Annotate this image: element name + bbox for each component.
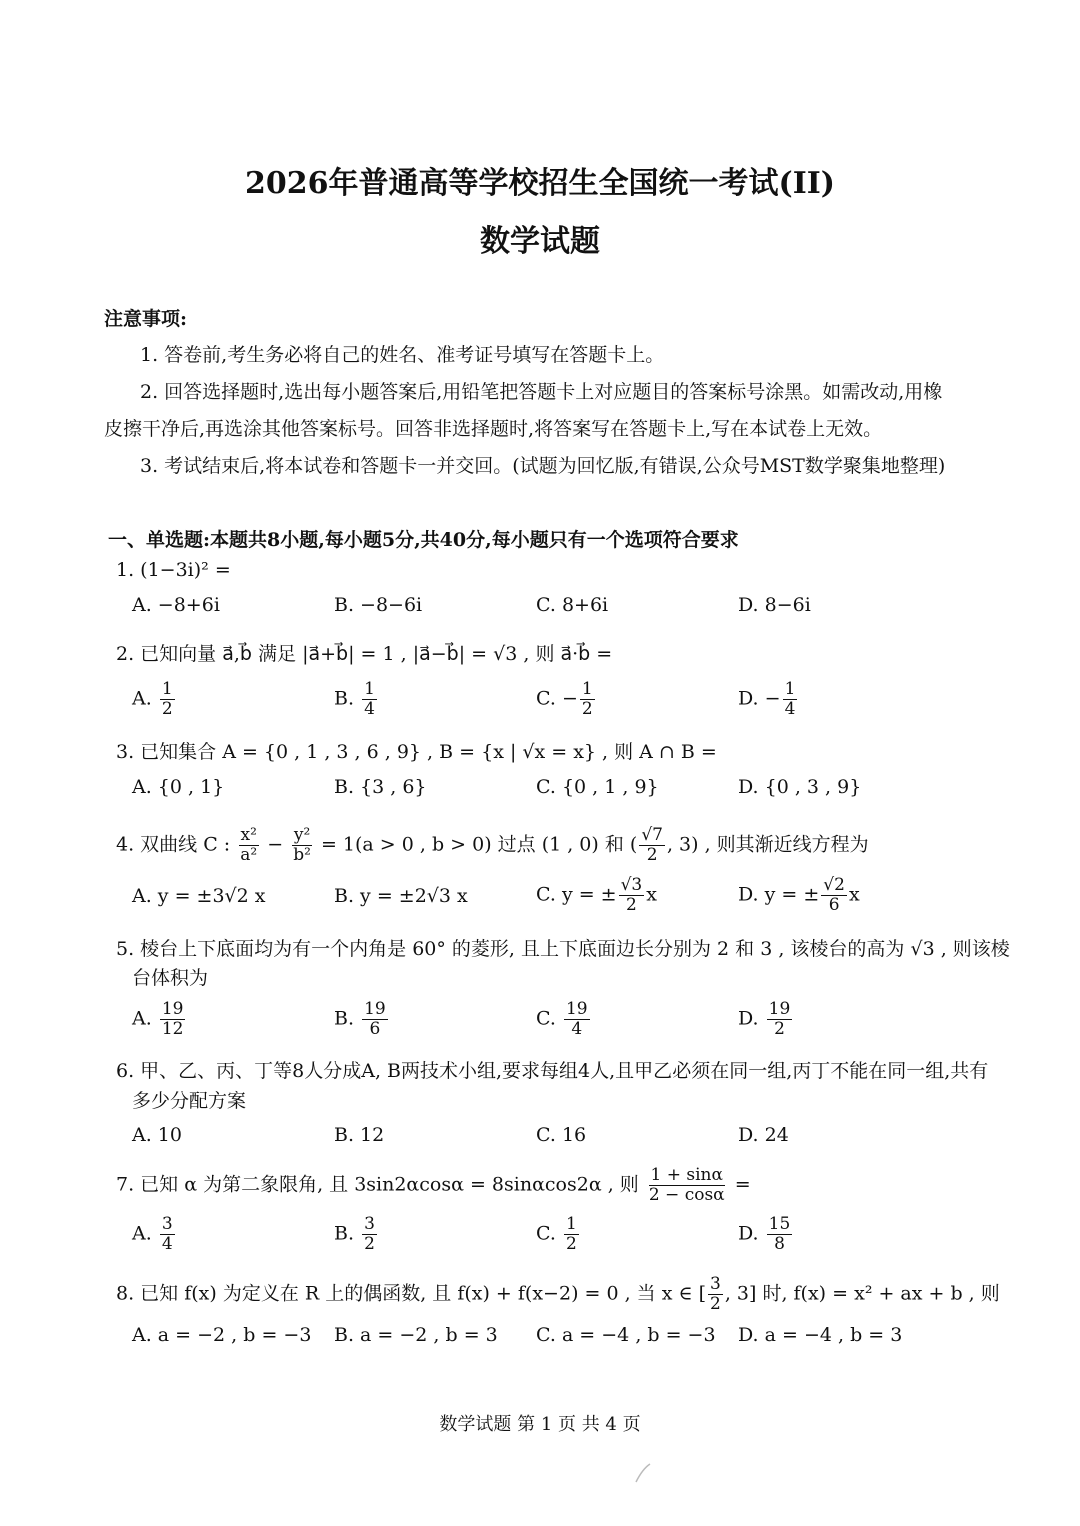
q2-vector-a: a⃗: [222, 643, 234, 665]
q2-option-b: [334, 680, 379, 719]
question-5-stem: 5. 棱台上下底面均为有一个内角是 60° 的菱形, 且上下底面边长分别为 2 和 3 , 该棱台的高为 √3 , 则该棱: [116, 938, 1010, 960]
numerator: √2: [823, 875, 845, 895]
denominator: 2 − cosα: [648, 1185, 725, 1205]
q6-option-b: B. 12: [334, 1124, 385, 1146]
q2-option-c-label: C.: [536, 687, 556, 710]
q2-option-b-fraction: [362, 680, 377, 719]
q4-option-d: [738, 876, 860, 915]
numerator: 15: [768, 1214, 791, 1234]
question-7-stem: [116, 1166, 751, 1205]
q5-option-c-fraction: [564, 1000, 590, 1039]
page-footer: 数学试题 第 1 页 共 4 页: [439, 1414, 641, 1435]
q2-option-c-sign: −: [561, 687, 578, 710]
q6-option-d: D. 24: [738, 1124, 789, 1146]
q4-option-d-post: x: [848, 883, 860, 906]
q5-option-b-fraction: [362, 1000, 388, 1039]
numerator: y²: [293, 825, 311, 845]
q6-option-a: A. 10: [132, 1124, 182, 1146]
question-8-stem: [116, 1275, 1000, 1314]
denominator: 6: [369, 1019, 381, 1039]
numerator: x²: [240, 825, 257, 845]
q8-option-b: B. a = −2 , b = 3: [334, 1324, 498, 1346]
denominator: 2: [581, 699, 593, 719]
q4-option-b: B. y = ±2√3 x: [334, 885, 468, 907]
denominator: 6: [828, 895, 840, 915]
denominator: 12: [161, 1019, 184, 1039]
q5-option-a: [132, 1000, 187, 1039]
q7-stem-pre: 7. 已知 α 为第二象限角, 且 3sin2αcosα = 8sinαcos2α , 则: [116, 1173, 639, 1196]
q4-option-d-pre: D. y = ±: [738, 883, 820, 906]
q4-option-c-post: x: [646, 883, 657, 906]
question-4-stem: [116, 826, 869, 865]
notice-item-3: 3. 考试结束后,将本试卷和答题卡一并交回。(试题为回忆版,有错误,公众号MST数学聚集地整理): [140, 455, 946, 477]
q5-option-a-fraction: [160, 1000, 186, 1039]
numerator: 19: [768, 999, 791, 1019]
denominator: 4: [571, 1019, 583, 1039]
q4-option-c-fraction: [619, 876, 645, 915]
q7-option-a-fraction: [160, 1215, 175, 1254]
q4-stem-post: , 3) , 则其渐近线方程为: [666, 833, 869, 856]
numerator: √3: [620, 875, 643, 895]
numerator: 19: [565, 999, 588, 1019]
q7-option-d-label: D.: [738, 1222, 759, 1245]
q8-option-a: A. a = −2 , b = −3: [132, 1324, 312, 1346]
numerator: 3: [710, 1274, 721, 1294]
q4-stem-pre: 4. 双曲线 C :: [116, 833, 231, 856]
q5-option-b-label: B.: [334, 1007, 355, 1030]
notice-item-1: 1. 答卷前,考生务必将自己的姓名、准考证号填写在答题卡上。: [140, 344, 665, 366]
numerator: 1: [161, 679, 173, 699]
q5-option-c-label: C.: [536, 1007, 556, 1030]
q5-option-d: [738, 1000, 794, 1039]
question-6-stem-cont: 多少分配方案: [132, 1090, 247, 1112]
q8-option-d: D. a = −4 , b = 3: [738, 1324, 903, 1346]
q6-option-c: C. 16: [536, 1124, 587, 1146]
q7-option-a: [132, 1215, 177, 1254]
q4-option-c: [536, 876, 657, 915]
denominator: 4: [161, 1234, 173, 1254]
q2-option-a-label: A.: [132, 687, 152, 710]
q2-option-c-fraction: [580, 680, 595, 719]
q8-stem-post: , 3] 时, f(x) = x² + ax + b , 则: [724, 1282, 1000, 1305]
q2-option-c: [536, 680, 597, 719]
q4-option-a: A. y = ±3√2 x: [132, 885, 266, 907]
q7-option-b-fraction: [362, 1215, 377, 1254]
q7-option-c-label: C.: [536, 1222, 556, 1245]
denominator: 4: [784, 699, 796, 719]
q1-option-a: A. −8+6i: [132, 594, 220, 616]
q5-option-d-fraction: [767, 1000, 793, 1039]
numerator: 3: [364, 1214, 375, 1234]
numerator: 1 + sinα: [650, 1165, 723, 1185]
q2-option-b-label: B.: [334, 687, 355, 710]
denominator: a²: [240, 845, 258, 865]
numerator: 1: [784, 679, 796, 699]
denominator: 4: [364, 699, 375, 719]
q4-option-c-pre: C. y = ±: [536, 883, 617, 906]
section-heading: 一、单选题:本题共8小题,每小题5分,共40分,每小题只有一个选项符合要求: [108, 529, 739, 551]
q4-option-d-fraction: [821, 876, 847, 915]
q2-stem-pre: 2. 已知向量: [116, 643, 217, 665]
q2-option-a-fraction: [160, 680, 175, 719]
denominator: 8: [774, 1234, 785, 1254]
numerator: 3: [161, 1214, 173, 1234]
q2-option-d: [738, 680, 799, 719]
exam-subtitle: 数学试题: [480, 224, 600, 259]
q7-option-c-fraction: [564, 1215, 579, 1254]
numerator: 1: [565, 1214, 577, 1234]
q5-option-d-label: D.: [738, 1007, 759, 1030]
q1-option-c: C. 8+6i: [536, 594, 609, 616]
question-5-stem-cont: 台体积为: [132, 967, 209, 989]
numerator: 1: [364, 679, 375, 699]
q4-fraction-y: [291, 826, 313, 865]
q7-option-d: [738, 1215, 794, 1254]
question-2-stem: [116, 642, 612, 666]
q5-option-c: [536, 1000, 592, 1039]
q4-minus: −: [267, 833, 284, 856]
denominator: 2: [774, 1019, 785, 1039]
q4-stem-mid: = 1(a > 0 , b > 0) 过点 (1 , 0) 和 (: [320, 833, 638, 856]
q7-option-a-label: A.: [132, 1222, 152, 1245]
q7-option-b-label: B.: [334, 1222, 355, 1245]
question-1-stem: 1. (1−3i)² =: [116, 559, 231, 581]
q8-stem-pre: 8. 已知 f(x) 为定义在 R 上的偶函数, 且 f(x) + f(x−2) = 0 , 当 x ∈ [: [116, 1282, 706, 1305]
notice-heading: 注意事项:: [104, 308, 188, 330]
q8-option-c: C. a = −4 , b = −3: [536, 1324, 716, 1346]
q2-option-d-fraction: [783, 680, 798, 719]
denominator: 2: [626, 895, 637, 915]
q1-option-d: D. 8−6i: [738, 594, 811, 616]
exam-title: 2026年普通高等学校招生全国统一考试(II): [245, 166, 835, 201]
denominator: 2: [161, 699, 173, 719]
numerator: 19: [161, 999, 184, 1019]
q5-option-a-label: A.: [132, 1007, 152, 1030]
q3-option-b: B. {3 , 6}: [334, 776, 427, 798]
q5-option-b: [334, 1000, 390, 1039]
denominator: 2: [364, 1234, 375, 1254]
q7-option-d-fraction: [767, 1215, 793, 1254]
q3-option-a: A. {0 , 1}: [132, 776, 225, 798]
numerator: 1: [581, 679, 593, 699]
pen-mark-icon: [634, 1462, 652, 1484]
denominator: b²: [293, 845, 311, 865]
q2-option-d-label: D.: [738, 687, 759, 710]
q1-option-b: B. −8−6i: [334, 594, 423, 616]
q2-option-a: [132, 680, 177, 719]
q4-fraction-point: [639, 826, 665, 865]
question-3-stem: 3. 已知集合 A = {0 , 1 , 3 , 6 , 9} , B = {x | √x = x} , 则 A ∩ B =: [116, 741, 717, 763]
denominator: 2: [710, 1294, 721, 1314]
q7-option-c: [536, 1215, 581, 1254]
numerator: 19: [364, 999, 386, 1019]
q2-vector-b: b⃗: [239, 643, 252, 665]
notice-item-2: 2. 回答选择题时,选出每小题答案后,用铅笔把答题卡上对应题目的答案标号涂黑。如需改动,用橡: [140, 381, 943, 403]
q7-option-b: [334, 1215, 379, 1254]
q8-fraction: [708, 1275, 723, 1314]
q7-stem-post: =: [734, 1173, 751, 1196]
q2-comma: ,: [233, 643, 240, 665]
denominator: 2: [565, 1234, 577, 1254]
q7-fraction: [647, 1166, 727, 1205]
notice-item-2-cont: 皮擦干净后,再选涂其他答案标号。回答非选择题时,将答案写在答题卡上,写在本试卷上无效。: [104, 418, 883, 440]
denominator: 2: [646, 845, 658, 865]
q2-option-d-sign: −: [764, 687, 781, 710]
q4-fraction-x: [238, 826, 259, 865]
q2-stem-mid: 满足 |a⃗+b⃗| = 1 , |a⃗−b⃗| = √3 , 则 a⃗·b⃗ =: [258, 643, 613, 665]
question-6-stem: 6. 甲、乙、丙、丁等8人分成A, B两技术小组,要求每组4人,且甲乙必须在同一组,丙丁不能在同一组,共有: [116, 1060, 989, 1082]
numerator: √7: [641, 825, 663, 845]
q3-option-c: C. {0 , 1 , 9}: [536, 776, 659, 798]
q3-option-d: D. {0 , 3 , 9}: [738, 776, 862, 798]
